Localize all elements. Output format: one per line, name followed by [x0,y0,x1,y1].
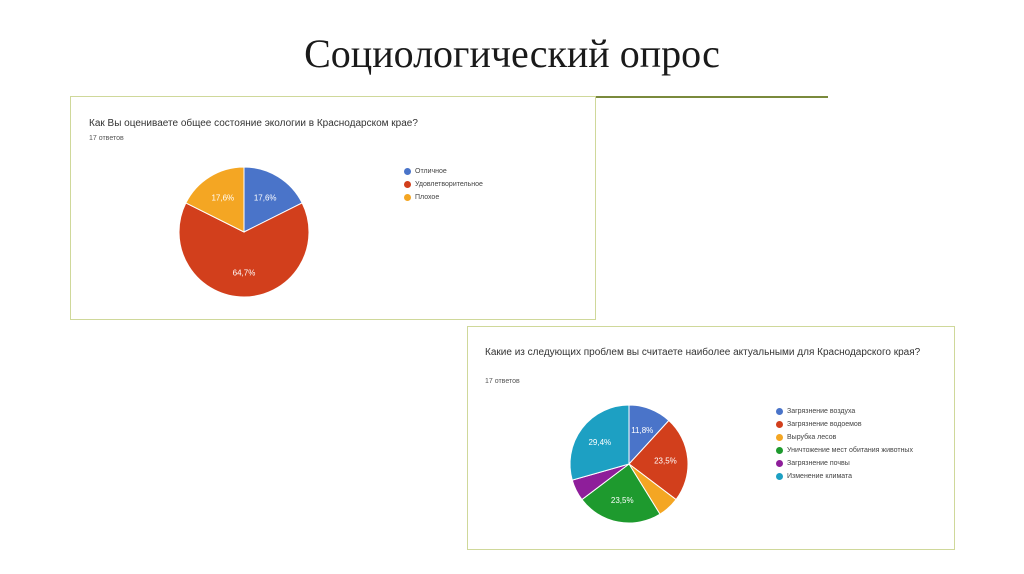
legend-swatch [776,408,783,415]
legend-swatch [776,473,783,480]
pie-data-label: 17,6% [211,193,235,203]
legend-swatch [776,460,783,467]
response-count: 17 ответов [89,135,124,142]
legend-label: Уничтожение мест обитания животных [787,447,913,454]
legend-label: Отличное [415,168,447,175]
legend-item [776,459,926,468]
legend-item [404,180,554,189]
pie-data-label: 23,5% [654,456,677,466]
legend-label: Загрязнение почвы [787,460,850,467]
legend-label: Вырубка лесов [787,434,837,441]
legend-swatch [776,434,783,441]
pie-data-label: 64,7% [232,268,256,278]
legend-label: Загрязнение водоемов [787,421,862,428]
legend-item [776,472,926,481]
chart-legend [404,167,554,206]
legend-item [404,193,554,202]
legend-item [776,407,926,416]
legend-item [404,167,554,176]
legend-swatch [404,181,411,188]
survey-card-ecology [70,96,596,320]
pie-data-label: 11,8% [631,425,654,435]
legend-swatch [776,447,783,454]
legend-swatch [404,194,411,201]
pie-data-label: 29,4% [588,437,612,447]
survey-question: Какие из следующих проблем вы считаете наиболее актуальными для Краснодарского края? [485,347,921,358]
pie-chart-problems [570,405,688,523]
chart-legend [776,407,926,485]
legend-swatch [776,421,783,428]
response-count: 17 ответов [485,378,520,385]
pie-chart-ecology [179,167,309,297]
legend-item [776,446,926,455]
legend-label: Плохое [415,194,440,201]
legend-label: Удовлетворительное [415,181,483,188]
legend-label: Изменение климата [787,473,853,480]
legend-item [776,433,926,442]
slide-title: Социологический опрос [304,31,720,76]
pie-data-label: 23,5% [610,495,634,505]
survey-question: Как Вы оцениваете общее состояние экологии в Краснодарском крае? [89,118,418,129]
survey-card-problems [467,326,955,550]
legend-item [776,420,926,429]
legend-swatch [404,168,411,175]
legend-label: Загрязнение воздуха [787,408,856,415]
pie-data-label: 17,6% [253,193,277,203]
